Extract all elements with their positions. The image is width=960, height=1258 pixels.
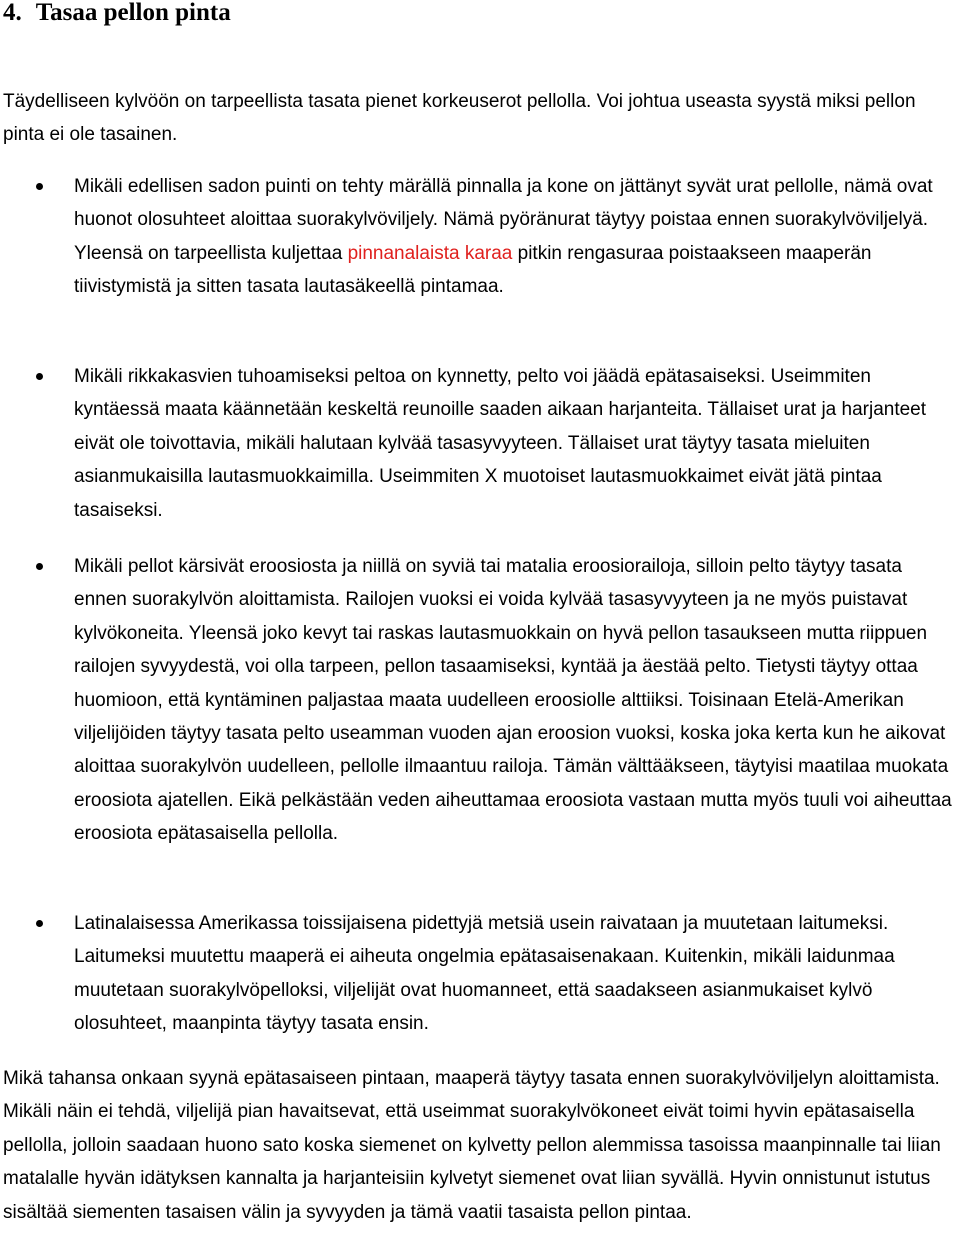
intro-paragraph: Täydelliseen kylvöön on tarpeellista tasata pienet korkeuserot pellolla. Voi johtua useasta syystä miksi pellon pinta ei ole tasainen. xyxy=(3,91,916,146)
bullet-icon xyxy=(36,920,43,927)
closing-paragraph: Mikä tahansa onkaan syynä epätasaiseen pintaan, maaperä täytyy tasata ennen suorakylvöviljelyn aloittamista. Mikäli näin ei tehdä, viljelijä pian havaitsevat, että useimmat suorakylvökoneet eivät toimi hyvin epätasaisella pellolla, jolloin saadaan huono sato koska siemenet on kylvetty pellon alemmissa tasoissa maanpinnalle tai liian matalalle hyvän idätyksen kannalta ja harjanteisiin kylvetyt siemenet ovat liian syvällä. Hyvin onnistunut istutus sisältää siementen tasaisen välin ja syvyyden ja tämä vaatii tasaista pellon pintaa. xyxy=(3,1068,941,1223)
highlighted-term: pinnanalaista karaa xyxy=(347,242,513,264)
list-item-text-before: Mikäli edellisen sadon puinti on tehty märällä pinnalla ja kone on jättänyt syvät urat pellolle, nämä ovat huonot olosuhteet aloittaa suorakylvöviljely. Nämä pyöränurat täytyy poistaa ennen suorakylvöviljelyä. Yleensä on tarpeellista kuljettaa xyxy=(74,176,933,264)
bullet-icon xyxy=(36,373,43,380)
list-item-text: Mikäli pellot kärsivät eroosiosta ja niillä on syviä tai matalia eroosiorailoja, silloin pelto täytyy tasata ennen suorakylvön aloittamista. Railojen vuoksi ei voida kylvää tasasyvyyteen ja ne myös puistavat kylvökoneita. Yleensä joko kevyt tai raskas lautasmuokkain on hyvä pellon tasaukseen mutta riippuen railojen syvyydestä, voi olla tarpeen, pellon tasaamiseksi, kyntää ja äestää pelto. Tietysti täytyy ottaa huomioon, että kyntäminen paljastaa maata uudelleen eroosiolle alttiiksi. Toisinaan Etelä-Amerikan viljelijöiden täytyy tasata pelto useamman vuoden ajan eroosion vuoksi, koska joka kerta kun he aikovat aloittaa suorakylvön uudelleen, pellolle ilmaantuu railoja. Tämän välttääkseen, täytyisi maatilaa muokata eroosiota ajatellen. Eikä pelkästään veden aiheuttamaa eroosiota vastaan mutta myös tuuli voi aiheuttaa eroosiota epätasaisella pellolla. xyxy=(74,556,952,845)
section-number: 4. xyxy=(3,0,22,26)
list-item-text-after: pitkin rengasuraa poistaakseen maaperän tiivistymistä ja sitten tasata lautasäkeellä pintamaa. xyxy=(74,242,872,298)
section-title: Tasaa pellon pinta xyxy=(35,0,231,26)
bullet-icon xyxy=(36,183,43,190)
bullet-icon xyxy=(36,563,43,570)
list-item-text xyxy=(74,170,960,304)
list-item-text: Mikäli rikkakasvien tuhoamiseksi peltoa on kynnetty, pelto voi jäädä epätasaiseksi. Useimmiten kyntäessä maata käännetään keskeltä reunoille saaden aikaan harjanteita. Tällaiset urat ja harjanteet eivät ole toivottavia, mikäli halutaan kylvää tasasyvyyteen. Tällaiset urat täytyy tasata mieluiten asianmukaisilla lautasmuokkaimilla. Useimmiten X muotoiset lautasmuokkaimet eivät jätä pintaa tasaiseksi. xyxy=(74,366,927,521)
section-heading xyxy=(3,0,231,30)
list-item-text: Latinalaisessa Amerikassa toissijaisena pidettyjä metsiä usein raivataan ja muutetaan laitumeksi. Laitumeksi muutettu maaperä ei aiheuta ongelmia epätasaisenakaan. Kuitenkin, mikäli laidunmaa muutetaan suorakylvöpelloksi, viljelijät ovat huomanneet, että saadakseen asianmukaiset kylvö olosuhteet, maanpinta täytyy tasata ensin. xyxy=(74,913,895,1035)
